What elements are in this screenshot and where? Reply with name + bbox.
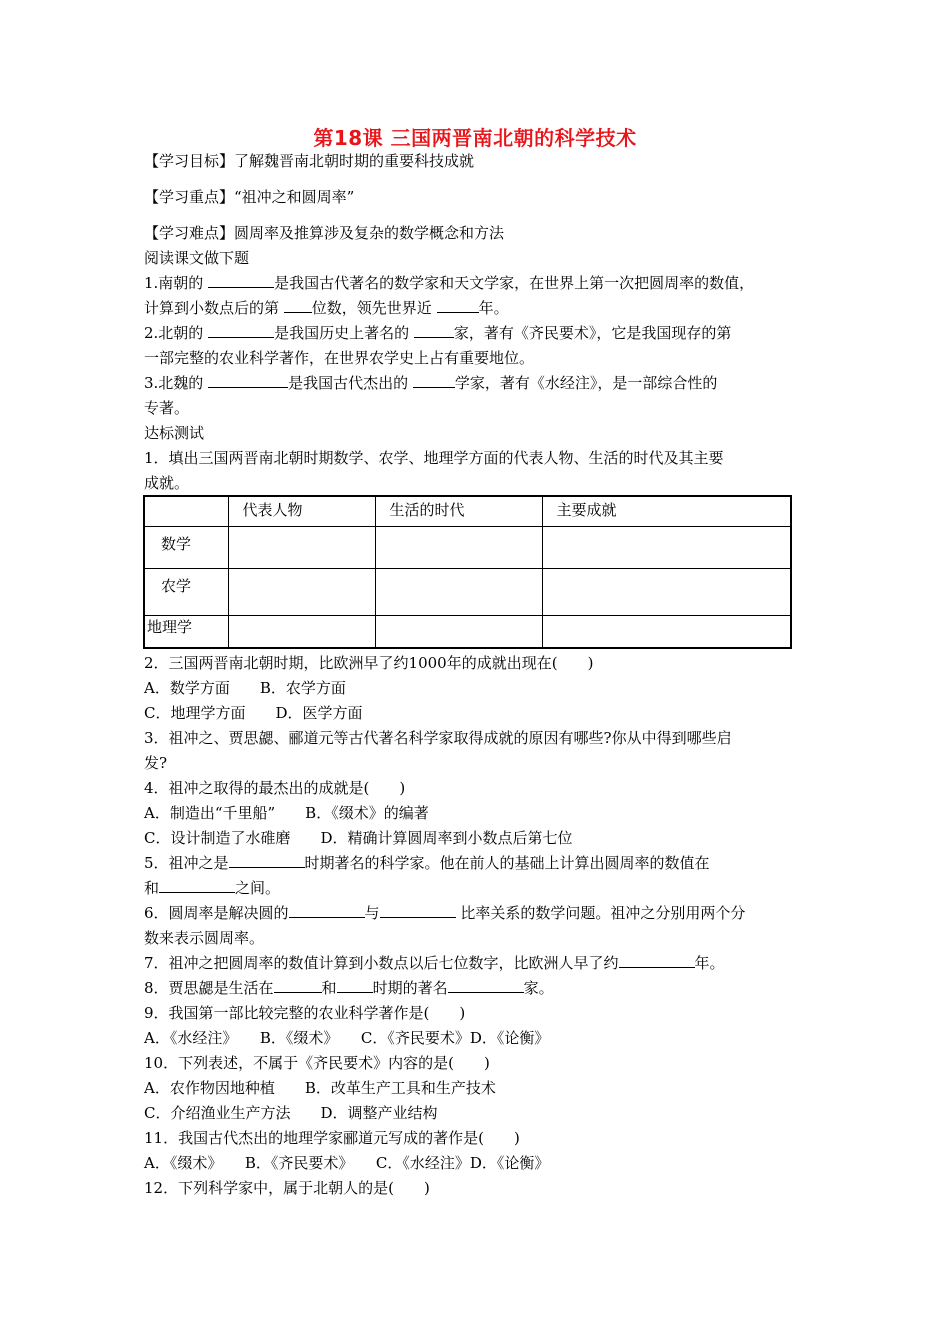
fill-blank[interactable] xyxy=(274,978,322,993)
test-q11: 11．我国古代杰出的地理学家郦道元写成的著作是( ) xyxy=(144,1129,520,1147)
table-row-label: 数学 xyxy=(144,527,228,569)
learning-difficulty: 【学习难点】圆周率及推算涉及复杂的数学概念和方法 xyxy=(144,224,505,242)
reading-q3-text-c: 学家，著有《水经注》，是一部综合性的 xyxy=(454,374,718,392)
test-q6-text-c: 比率关系的数学问题。祖冲之分别用两个分 xyxy=(460,904,746,922)
reading-q1-text-b: 是我国古代著名的数学家和天文学家，在世界上第一次把圆周率的数值， xyxy=(274,274,755,292)
reading-q2-line2: 一部完整的农业科学著作，在世界农学史上占有重要地位。 xyxy=(144,349,535,367)
test-q5-text-d: 之间。 xyxy=(235,879,281,897)
test-heading: 达标测试 xyxy=(144,424,205,442)
test-q2-options-ab: A．数学方面 B．农学方面 xyxy=(144,679,346,697)
table-header-cell: 代表人物 xyxy=(228,496,375,527)
table-row xyxy=(144,569,791,616)
fill-blank[interactable] xyxy=(413,373,455,388)
reading-q3-text-a: 3.北魏的 xyxy=(144,374,204,392)
reading-q3-line1 xyxy=(144,373,717,393)
table-cell[interactable] xyxy=(228,527,375,569)
test-q6-text-a: 6．圆周率是解决圆的 xyxy=(144,904,289,922)
table-header-cell xyxy=(144,496,228,527)
fill-blank[interactable] xyxy=(619,953,695,968)
test-q10-options-ab: A．农作物因地种植 B．改革生产工具和生产技术 xyxy=(144,1079,496,1097)
fill-blank[interactable] xyxy=(380,903,456,918)
fill-blank[interactable] xyxy=(159,878,235,893)
test-q1-line2: 成就。 xyxy=(144,474,190,492)
reading-q2-text-b: 是我国历史上著名的 xyxy=(274,324,410,342)
test-q6-line1 xyxy=(144,903,745,923)
table-header-row xyxy=(144,496,791,527)
test-q6-line2: 数来表示圆周率。 xyxy=(144,929,265,947)
table-cell[interactable] xyxy=(375,569,542,616)
test-q3-line1: 3．祖冲之、贾思勰、郦道元等古代著名科学家取得成就的原因有哪些?你从中得到哪些启 xyxy=(144,729,732,747)
fill-blank[interactable] xyxy=(448,978,524,993)
test-q12: 12．下列科学家中，属于北朝人的是( ) xyxy=(144,1179,430,1197)
test-q2: 2．三国两晋南北朝时期，比欧洲早了约1000年的成就出现在( ) xyxy=(144,654,594,672)
fill-blank[interactable] xyxy=(414,323,454,338)
test-q4-options-cd: C．设计制造了水碓磨 D．精确计算圆周率到小数点后第七位 xyxy=(144,829,573,847)
answer-table xyxy=(143,495,792,649)
test-q9-options: A．《水经注》 B．《缀术》 C．《齐民要术》D．《论衡》 xyxy=(144,1029,550,1047)
fill-blank[interactable] xyxy=(208,373,288,388)
fill-blank[interactable] xyxy=(337,978,373,993)
table-row xyxy=(144,616,791,649)
reading-q1-text-a: 1.南朝的 xyxy=(144,274,204,292)
reading-q1-line2 xyxy=(144,298,509,318)
test-q8-text-d: 家。 xyxy=(523,979,554,997)
table-cell[interactable] xyxy=(542,569,791,616)
learning-focus: 【学习重点】“祖冲之和圆周率” xyxy=(144,188,355,206)
test-q10: 10．下列表述，不属于《齐民要术》内容的是( ) xyxy=(144,1054,490,1072)
fill-blank[interactable] xyxy=(437,298,479,313)
test-q4: 4．祖冲之取得的最杰出的成就是( ) xyxy=(144,779,406,797)
test-q10-options-cd: C．介绍渔业生产方法 D．调整产业结构 xyxy=(144,1104,438,1122)
table-row-label: 农学 xyxy=(144,569,228,616)
table-cell[interactable] xyxy=(228,616,375,649)
test-q7-text-a: 7．祖冲之把圆周率的数值计算到小数点以后七位数字，比欧洲人早了约 xyxy=(144,954,619,972)
test-q5-text-b: 时期著名的科学家。他在前人的基础上计算出圆周率的数值在 xyxy=(304,854,710,872)
test-q11-options: A．《缀术》 B．《齐民要术》 C．《水经注》D．《论衡》 xyxy=(144,1154,550,1172)
test-q3-line2: 发? xyxy=(144,754,168,772)
test-q5-line1 xyxy=(144,853,710,873)
reading-q2-line1 xyxy=(144,323,731,343)
page-title: 第18课 三国两晋南北朝的科学技术 xyxy=(313,126,637,150)
learning-goal: 【学习目标】了解魏晋南北朝时期的重要科技成就 xyxy=(144,152,475,170)
test-q7 xyxy=(144,953,725,973)
test-q5-line2 xyxy=(144,878,280,898)
test-q4-options-ab: A．制造出“千里船” B．《缀术》的编著 xyxy=(144,804,429,822)
table-row xyxy=(144,527,791,569)
fill-blank[interactable] xyxy=(284,298,312,313)
test-q8 xyxy=(144,978,554,998)
test-q5-text-a: 5．祖冲之是 xyxy=(144,854,229,872)
test-q8-text-c: 时期的著名 xyxy=(372,979,448,997)
table-header-cell: 生活的时代 xyxy=(375,496,542,527)
reading-q1-text-e: 年。 xyxy=(478,299,509,317)
table-cell[interactable] xyxy=(375,527,542,569)
fill-blank[interactable] xyxy=(289,903,365,918)
reading-q3-line2: 专著。 xyxy=(144,399,190,417)
test-q8-text-b: 和 xyxy=(321,979,337,997)
fill-blank[interactable] xyxy=(229,853,305,868)
table-header-cell: 主要成就 xyxy=(542,496,791,527)
table-cell[interactable] xyxy=(542,527,791,569)
reading-q3-text-b: 是我国古代杰出的 xyxy=(288,374,409,392)
test-q7-text-b: 年。 xyxy=(694,954,725,972)
table-row-label: 地理学 xyxy=(144,616,228,649)
table-cell[interactable] xyxy=(375,616,542,649)
reading-q1-text-c: 计算到小数点后的第 xyxy=(144,299,280,317)
test-q1-line1: 1．填出三国两晋南北朝时期数学、农学、地理学方面的代表人物、生活的时代及其主要 xyxy=(144,449,724,467)
test-q9: 9．我国第一部比较完整的农业科学著作是( ) xyxy=(144,1004,466,1022)
reading-heading: 阅读课文做下题 xyxy=(144,249,250,267)
fill-blank[interactable] xyxy=(208,273,274,288)
test-q5-text-c: 和 xyxy=(144,879,160,897)
test-q2-options-cd: C．地理学方面 D．医学方面 xyxy=(144,704,363,722)
test-q6-text-b: 与 xyxy=(364,904,380,922)
reading-q2-text-c: 家，著有《齐民要术》，它是我国现存的第 xyxy=(453,324,732,342)
table-cell[interactable] xyxy=(542,616,791,649)
table-cell[interactable] xyxy=(228,569,375,616)
fill-blank[interactable] xyxy=(208,323,274,338)
reading-q1-line1 xyxy=(144,273,754,293)
reading-q2-text-a: 2.北朝的 xyxy=(144,324,204,342)
test-q8-text-a: 8．贾思勰是生活在 xyxy=(144,979,274,997)
reading-q1-text-d: 位数，领先世界近 xyxy=(311,299,432,317)
